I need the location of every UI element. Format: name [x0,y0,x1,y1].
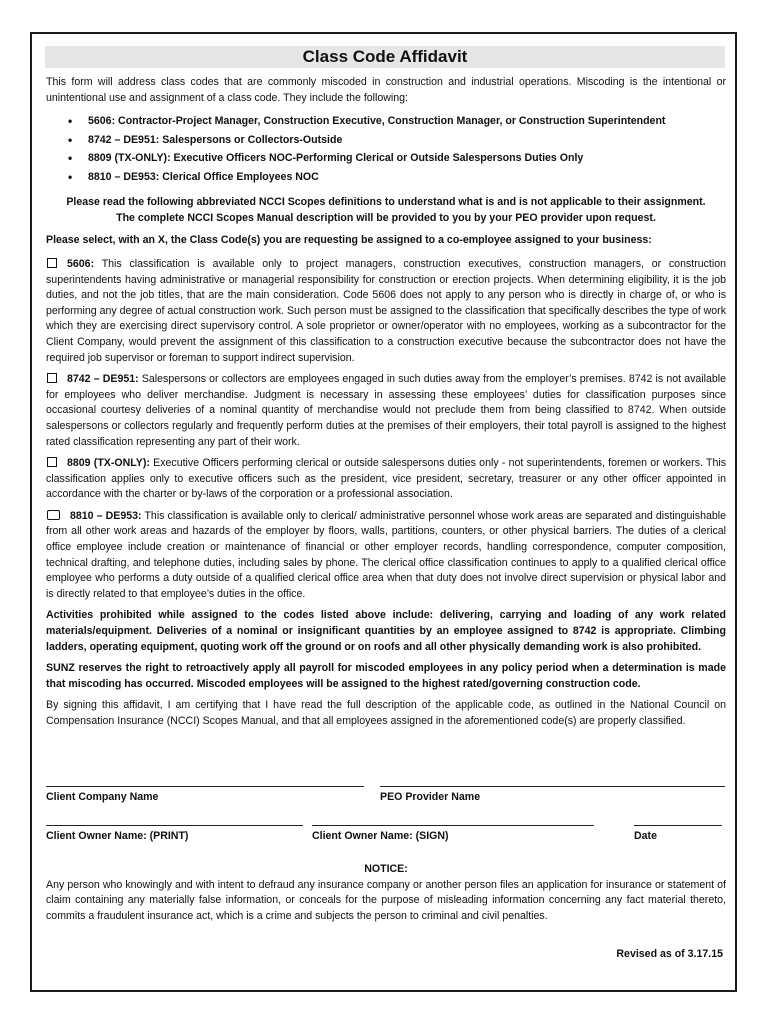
code-description: This classification is available only to project managers, construction executives, construction managers, or construction superintendents having administrative or managerial responsibility for construction or erection projects. When determining eligibility, it is the job duties, and not the job titles, that are the main consideration. Code 5606 does not apply to any person who is directly in charge of, or who is performing any degree of actual construction work. Such person must be assigned to the classification that specifically describes the type of work which they are exercising direct supervisory control. A sole proprietor or owner/operator with no employees, working as a subcontractor for the Client Company, would prevent the assignment of this classification to a construction executive because the subcontractor does not have the required job supervisor or foreman to support indirect supervision. [46,257,726,364]
code-8742-checkbox[interactable] [47,373,57,383]
code-label: 8810 – DE953: [70,509,142,522]
notice-section [46,862,726,930]
certification-text: By signing this affidavit, I am certifying that I have read the full description of the applicable code, as outlined in the National Council on Compensation Insurance (NCCI) Scopes Manual, and that all employees assigned in the aforementioned code(s) are properly classified. [46,699,726,727]
code-8809-paragraph [46,456,726,503]
owner-sign-label: Client Owner Name: (SIGN) [312,830,449,842]
code-5606-checkbox[interactable] [47,258,57,268]
prohibited-activities: Activities prohibited while assigned to the codes listed above include: delivering, carrying and loading of any work related materials/equipment. Deliveries of a nominal or insignificant quantities by an employee assigned to 8742 is appropriate. Climbing ladders, operating equipment, quoting work off the ground or on roofs and all other physically demanding work is also prohibited. [46,609,726,653]
list-item: • 8809 (TX-ONLY): Executive Officers NOC-Performing Clerical or Outside Salespersons Duties Only [46,149,726,168]
notice-text: Any person who knowingly and with intent to defraud any insurance company or another person files an application for insurance or statement of claim containing any materially false information, or conceals for the purpose of misleading information concerning any fact material thereto, commits a fraudulent insurance act, which is a crime and subjects the person to criminal and civil penalties. [46,878,726,922]
client-company-label: Client Company Name [46,791,159,803]
notice-heading: NOTICE: [364,863,408,875]
revision-date: Revised as of 3.17.15 [616,948,723,960]
scopes-note-1: Please read the following abbreviated NCCI Scopes definitions to understand what is and is not applicable to their assignment. [66,196,706,209]
intro-text: This form will address class codes that are commonly miscoded in construction and industrial operations. Miscoding is the intentional or unintentional use and assignment of a class code. They include the following: [46,76,726,104]
list-item: • 8810 – DE953: Clerical Office Employees NOC [46,168,726,187]
page-title: Class Code Affidavit [45,46,725,68]
code-description: Executive Officers performing clerical or outside salespersons duties only - not superintendents, foremen or workers. This classification applies only to executive officers such as the president, vice president, secretary, treasurer or any other officer appointed in accordance with the charter or by-laws of the corporation or a professional association. [46,457,726,501]
code-label: 8742 – DE951: [67,373,139,386]
code-8742-paragraph [46,372,726,450]
code-description: This classification is available only to clerical/ administrative personnel whose work areas are separated and distinguishable from all other work areas and hazards of the employer by floors, walls, partitions, counters, or other physical barriers. The duties of a clerical office employee include creation or maintenance of financial or other employer records, handling correspondence, computer composition, technical drafting, and telephone duties, including sales by phone. The clerical office classification continues to apply to a qualified clerical office employee who performs a duty outside of a qualified clerical office area when that duty does not involve direct supervision or physical labor and is directly related to that employee’s duties in the office. [46,509,726,600]
client-company-line[interactable] [46,786,364,787]
form-body [46,75,726,736]
owner-print-label: Client Owner Name: (PRINT) [46,830,189,842]
date-line[interactable] [634,825,722,826]
list-item: • 5606: Contractor-Project Manager, Construction Executive, Construction Manager, or Construction Superintendent [46,112,726,131]
code-label: 5606: [67,257,95,270]
code-label: 8809 (TX-ONLY): [67,457,150,470]
select-prompt: Please select, with an X, the Class Code(s) you are requesting be assigned to a co-employee assigned to your business: [46,234,652,247]
list-item: • 8742 – DE951: Salespersons or Collectors-Outside [46,131,726,150]
code-8809-checkbox[interactable] [47,457,57,467]
code-description: Salespersons or collectors are employees engaged in such duties away from the employer’s premises. 8742 is not available for employees who deliver merchandise. Judgment is necessary in assessing these employees’ duties for classification purposes since occasional courtesy deliveries of a nominal quantity of merchandise would not preclude them from being classified to 8742. When outside salespersons or collectors regularly and frequently perform duties at the premises of their employers, their total payroll is assigned to the highest rated classification representing any part of their work. [46,373,727,448]
owner-sign-line[interactable] [312,825,594,826]
code-8810-paragraph [46,509,726,603]
scopes-note-2: The complete NCCI Scopes Manual description will be provided to you by your PEO provider upon request. [116,211,656,224]
date-label: Date [634,830,657,842]
code-list [46,112,726,186]
code-5606-paragraph [46,257,726,366]
peo-provider-label: PEO Provider Name [380,791,481,803]
peo-provider-line[interactable] [380,786,725,787]
sunz-statement: SUNZ reserves the right to retroactively apply all payroll for miscoded employees in any policy period when a determination is made that miscoding has occurred. Miscoded employees will be assigned to the highest rated/governing construction code. [46,662,726,690]
code-8810-checkbox[interactable] [47,510,60,520]
owner-print-line[interactable] [46,825,303,826]
